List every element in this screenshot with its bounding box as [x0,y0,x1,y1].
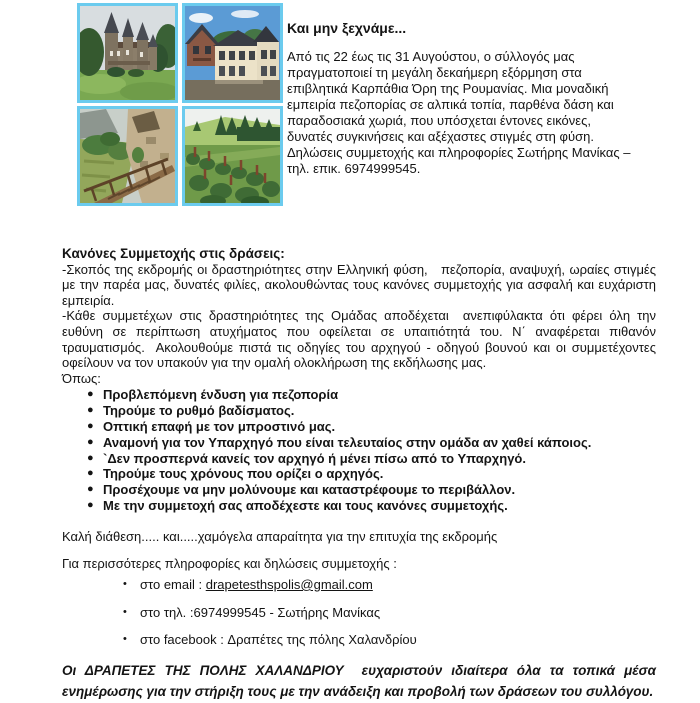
contact-email-prefix: στο email : [140,576,206,592]
contact-facebook-line [140,632,417,648]
sub-bullet-icon: • [123,605,127,618]
photo-grid [77,3,283,206]
rules-list [62,387,656,513]
sub-bullet-icon: • [123,633,127,646]
castle-illustration [80,6,175,100]
contact-list [62,577,656,648]
mansion-illustration [185,6,280,100]
bullet-icon: ● [87,498,94,511]
bullet-icon: ● [87,467,94,480]
bullet-icon: ● [87,419,94,432]
rule-text: `Δεν προσπερνά κανείς τον αρχηγό ή μένει πίσω από το Υπαρχηγό. [103,450,526,466]
rule-text: Προβλεπόμενη ένδυση για πεζοπορία [103,387,339,403]
rule-text: Τηρούμε το ρυθμό βαδίσματος. [103,403,295,419]
list-item [62,419,656,435]
wish-line: Καλή διάθεση..... και.....χαμόγελα απαραίτητα για την επιτυχία της εκδρομής [62,528,498,544]
rule-text: Αναμονή για τον Υπαρχηγό που είναι τελευταίος στην ομάδα αν χαθεί κάποιος. [103,434,592,450]
list-item [62,482,656,498]
intro-section [287,20,639,177]
mansion-photo [182,3,283,103]
contact-item-email [62,577,656,593]
contact-item-facebook [62,632,656,648]
contact-heading: Για περισσότερες πληροφορίες και δηλώσεις συμμετοχής : [62,556,397,572]
contact-facebook-prefix: στο facebook : [140,632,228,648]
bullet-icon: ● [87,435,94,448]
contact-facebook-value: Δραπέτες της πόλης Χαλανδρίου [227,632,417,648]
contact-phone-line [140,605,380,621]
vineyard-hill-illustration [185,109,280,203]
opos-label: Όπως: [62,370,101,386]
intro-heading: Και μην ξεχνάμε... [287,20,407,36]
rule-text: Προσέχουμε να μην μολύνουμε και καταστρέφουμε το περιβάλλον. [103,482,516,498]
email-link[interactable]: drapetesthspolis@gmail.com [205,576,373,592]
rules-heading: Κανόνες Συμμετοχής στις δράσεις: [62,246,285,261]
sub-bullet-icon: • [123,577,127,590]
rule-text: Με την συμμετοχή σας αποδέχεστε και τους κανόνες συμμετοχής. [103,497,508,513]
castle-photo [77,3,178,103]
bullet-icon: ● [87,388,94,401]
list-item [62,387,656,403]
river-gorge-illustration [80,109,175,203]
rule-text: Τηρούμε τους χρόνους που ορίζει ο αρχηγός. [103,466,384,482]
main-body [62,246,660,703]
rules-paragraph-1: -Σκοπός της εκδρομής οι δραστηριότητες στην Ελληνική φύση, πεζοπορία, αναψυχή, ωραίες στιγμές με την παρέα μας, δυνατές φιλίες, ακολουθώντας τους κανόνες συμμετοχής για ασφαλή και ευχάριστη εμπειρία. [62,261,660,308]
contact-phone-value: 6974999545 - Σωτήρης Μανίκας [193,604,381,620]
intro-paragraph: Από τις 22 έως τις 31 Αυγούστου, ο σύλλογός μας πραγματοποιεί τη μεγάλη δεκαήμερη εξόρμηση στα επιβλητικά Καρπάθια Όρη της Ρουμανίας. Μια μοναδική εμπειρία πεζοπορίας σε αλπικά τοπία, παρθένα δάση και παραδοσιακά χωριά, που υπόσχεται έντονες εικόνες, δυνατές συγκινήσεις και αξέχαστες στιγμές στη φύση. Δηλώσεις συμμετοχής και πληροφορίες Σωτήρης Μανίκας – τηλ. επικ. 6974999545. [287,49,631,176]
list-item [62,435,656,451]
river-gorge-photo [77,106,178,206]
list-item [62,403,656,419]
list-item [62,451,656,467]
contact-item-phone [62,605,656,621]
bullet-icon: ● [87,451,94,464]
bullet-icon: ● [87,483,94,496]
contact-email-line [140,577,373,593]
rules-paragraph-2: -Κάθε συμμετέχων στις δραστηριότητες της Ομάδας αποδέχεται ανεπιφύλακτα ότι φέρει όλη την ευθύνη σε περίπτωση ατυχήματος που οφείλεται σε υπαιτιότητά του. Ν΄ αναφέρεται πιθανόν τραυματισμός. Ακολουθούμε πιστά τις οδηγίες του αρχηγού - οδηγού βουνού και οι συμμετέχοντες οφείλουν να τον υπακούν για την ομαλή ολοκλήρωση της εκδήλωσης μας. [62,308,660,371]
vineyard-hill-photo [182,106,283,206]
bullet-icon: ● [87,404,94,417]
contact-phone-prefix: στο τηλ. : [140,604,194,620]
footer-acknowledgement: Οι ΔΡΑΠΕΤΕΣ ΤΗΣ ΠΟΛΗΣ ΧΑΛΑΝΔΡΙΟΥ ευχαριστούν ιδιαίτερα όλα τα τοπικά μέσα ενημέρωσης για την στήριξη τους με την ανάδειξη και προβολή των δράσεων του συλλόγου. [62,662,660,700]
list-item [62,498,656,514]
list-item [62,466,656,482]
rule-text: Οπτική επαφή με τον μπροστινό μας. [103,418,336,434]
